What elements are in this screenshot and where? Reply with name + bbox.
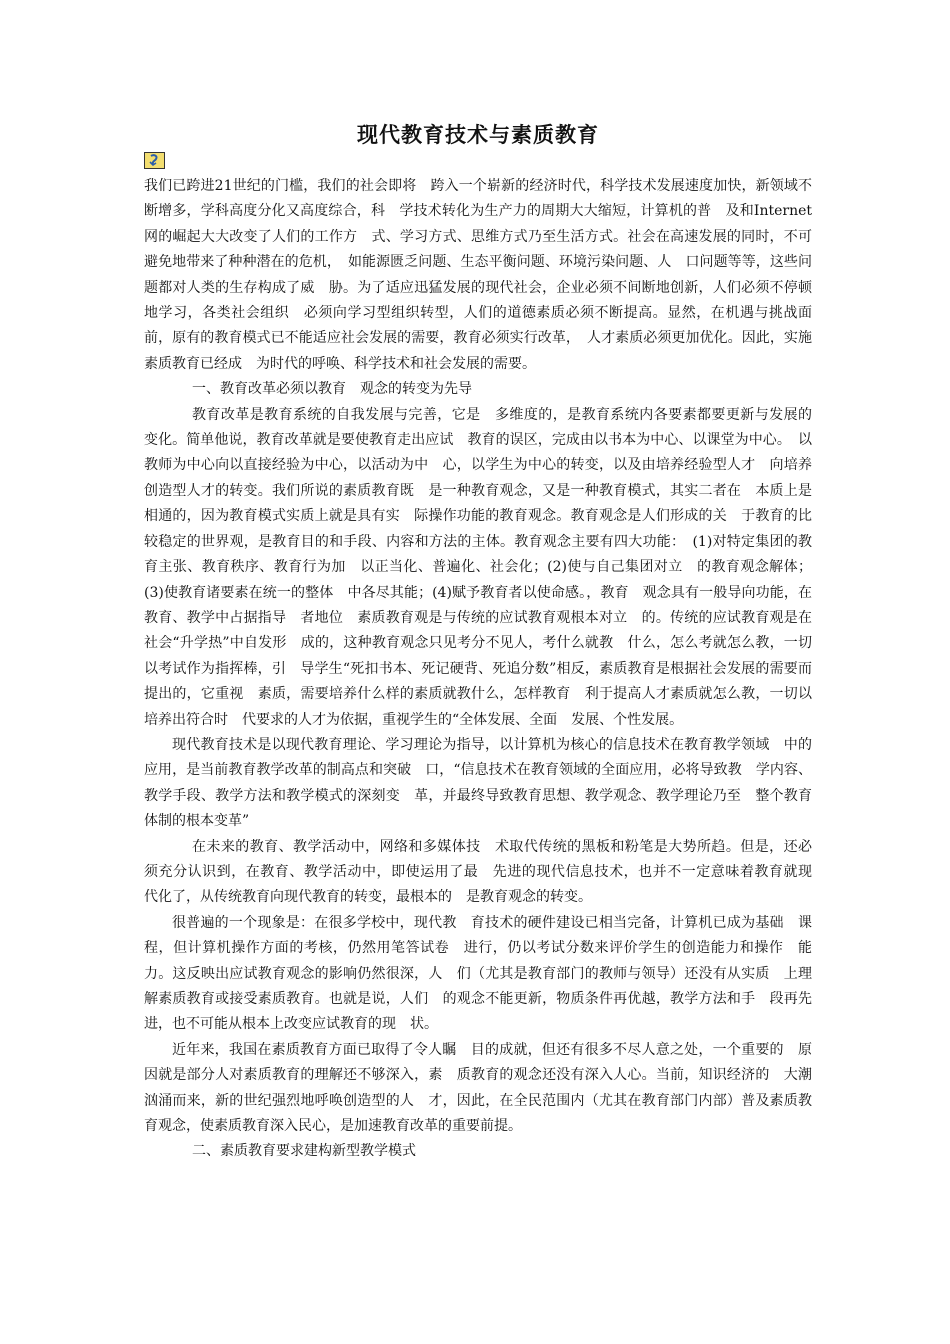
document-body: [144, 174, 826, 1165]
document-page: [144, 118, 826, 1160]
paragraph: 在未来的教育、教学活动中，网络和多媒体技 术取代传统的黑板和粉笔是大势所趋。但是，还必 须充分认识到，在教育、教学活动中，即使运用了最 先进的现代信息技术，也并不一定意味着教育就现 代化了，从传统教育向现代教育的转变，最根本的 是教育观念的转变。: [144, 838, 826, 906]
paragraph: 教育改革是教育系统的自我发展与完善，它是 多维度的，是教育系统内各要素都要更新与发展的 变化。简单他说，教育改革就是要使教育走出应试 教育的误区，完成由以书本为中心、以课堂为中心。 以教师为中心向以直接经验为中心，以活动为中 心，以学生为中心的转变，以及由培养经验型人才 向培养创造型人才的转变。我们所说的素质教育既 是一种教育观念，又是一种教育模式，其实二者在 本质上是相通的，因为教育模式实质上就是具有实 际操作功能的教育观念。教育观念是人们形成的关 于教育的比较稳定的世界观，是教育目的和手段、内容和方法的主体。教育观念主要有四大功能： (1)对特定集团的教育主张、教育秩序、教育行为加 以正当化、普遍化、社会化；(2)使与自己集团对立 的教育观念解体；(3)使教育诸要素在统一的整体 中各尽其能；(4)赋予教育者以使命感。，教育 观念具有一般导向功能，在教育、教学中占据指导 者地位 素质教育观是与传统的应试教育观根本对立 的。传统的应试教育观是在社会“升学热”中自发形 成的，这种教育观念只见考分不见人，考什么就教 什么，怎么考就怎么教，一切以考试作为指挥棒，引 导学生“死扣书本、死记硬背、死追分数”相反，素质教育是根据社会发展的需要而提出的，它重视 素质，需要培养什么样的素质就教什么，怎样教育 利于提高人才素质就怎么教，一切以培养出符合时 代要求的人才为依据，重视学生的“全体发展、全面 发展、个性发展。: [144, 406, 826, 728]
paragraph: 很普遍的一个现象是：在很多学校中，现代教 育技术的硬件建设已相当完备，计算机已成为基础 课程，但计算机操作方面的考核，仍然用笔答试卷 进行，仍以考试分数来评价学生的创造能力和操作 能力。这反映出应试教育观念的影响仍然很深，人 们（尤其是教育部门的教师与领导）还没有从实质 上理解素质教育或接受素质教育。也就是说，人们 的观念不能更新，物质条件再优越，教学方法和手 段再先进，也不可能从根本上改变应试教育的现 状。: [144, 914, 812, 1033]
paragraph: 二、素质教育要求建构新型教学模式: [192, 1143, 416, 1160]
paragraph: 近年来，我国在素质教育方面已取得了令人瞩 目的成就，但还有很多不尽人意之处，一个重要的 原因就是部分人对素质教育的理解还不够深入，素 质教育的观念还没有深入人心。当前，知识经济的 大潮汹涌而来，新的世纪强烈地呼唤创造型的人 才，因此，在全民范围内（尤其在教育部门内部）普及素质教育观念，使素质教育深入民心，是加速教育改革的重要前提。: [144, 1041, 812, 1135]
paragraph: 一、教育改革必须以教育 观念的转变为先导: [192, 381, 472, 398]
paragraph: 现代教育技术是以现代教育理论、学习理论为指导，以计算机为核心的信息技术在教育教学领域 中的应用，是当前教育教学改革的制高点和突破 口，“信息技术在教育领域的全面应用，必将导致教 学内容、教学手段、教学方法和教学模式的深刻变 革，并最终导致教育思想、教学观念、教学理论乃至 整个教育体制的根本变革”: [144, 736, 812, 830]
embedded-object-icon[interactable]: [144, 152, 165, 169]
document-title: 现代教育技术与素质教育: [357, 122, 599, 147]
paragraph: 我们已跨进21世纪的门槛，我们的社会即将 跨入一个崭新的经济时代，科学技术发展速度加快，新领域不断增多，学科高度分化又高度综合，科 学技术转化为生产力的周期大大缩短，计算机的普 及和Internet网的崛起大大改变了人们的工作方 式、学习方式、思维方式乃至生活方式。社会在高速发展的同时，不可避免地带来了种种潜在的危机， 如能源匮乏问题、生态平衡问题、环境污染问题、人 口问题等等，这些问题都对人类的生存构成了威 胁。为了适应迅猛发展的现代社会，企业必须不间断地创新，人们必须不停顿地学习，各类社会组织 必须向学习型组织转型，人们的道德素质必须不断提高。显然，在机遇与挑战面前，原有的教育模式已不能适应社会发展的需要，教育必须实行改革， 人才素质必须更加优化。因此，实施素质教育已经成 为时代的呼唤、科学技术和社会发展的需要。: [144, 178, 812, 372]
